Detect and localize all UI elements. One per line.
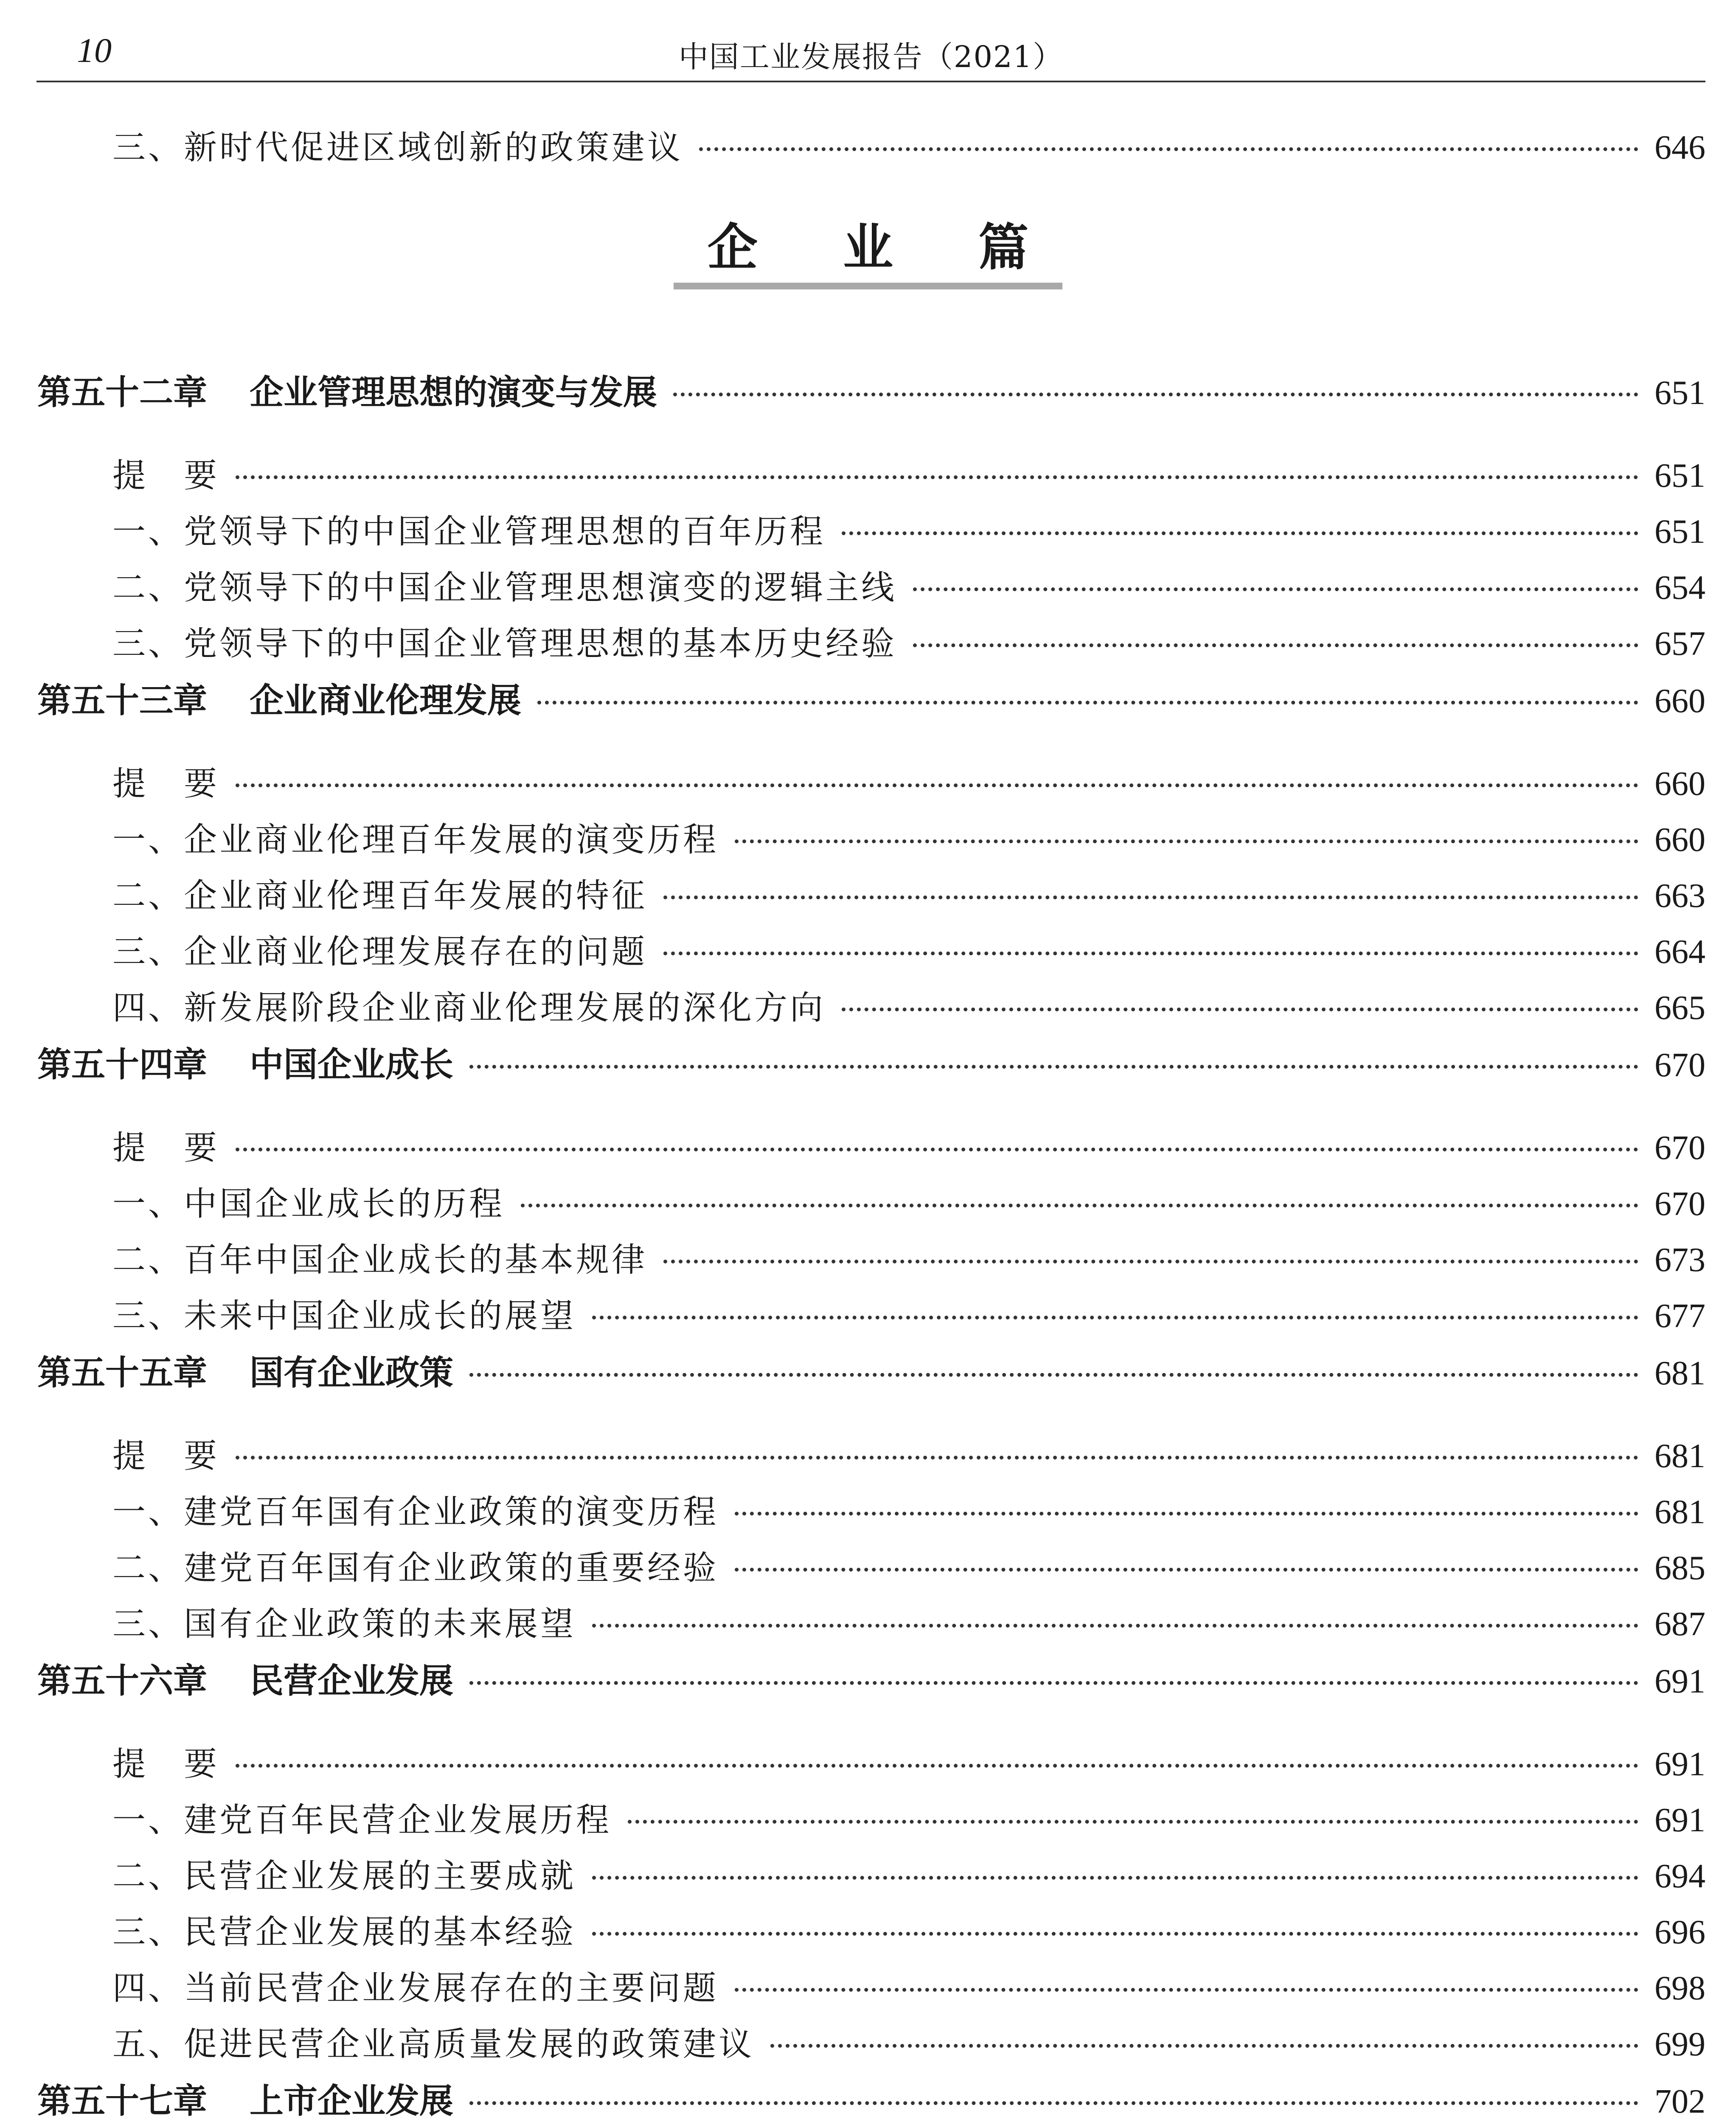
toc-section-entry[interactable] [37, 757, 1705, 813]
dot-leader [913, 587, 1638, 591]
section-entry-page: 673 [1655, 1241, 1705, 1279]
dot-leader [592, 1876, 1638, 1880]
section-entry-page: 670 [1655, 1185, 1705, 1223]
toc-section-entry[interactable] [37, 1233, 1705, 1289]
dot-leader [592, 1316, 1638, 1319]
dot-leader [236, 783, 1638, 787]
toc-chapter-label [37, 1037, 453, 1086]
chapter-title: 民营企业发展 [250, 1661, 453, 1701]
dot-leader [735, 1568, 1638, 1572]
section-entry-page: 663 [1655, 877, 1705, 915]
toc-chapter-entry[interactable] [37, 1037, 1705, 1101]
section-entry-page: 651 [1655, 513, 1705, 550]
toc-chapter [37, 673, 1705, 1037]
section-entry-title: 提 要 [112, 765, 220, 803]
section-entry-title: 提 要 [112, 1437, 220, 1475]
toc-entry-carryover[interactable] [112, 121, 1705, 177]
dot-leader [592, 1932, 1638, 1936]
toc-chapter-label [37, 1345, 453, 1394]
dot-leader [469, 1065, 1638, 1069]
section-entry-page: 691 [1655, 1802, 1705, 1839]
chapter-page: 651 [1655, 374, 1705, 412]
section-entry-page: 696 [1655, 1914, 1705, 1951]
chapter-title: 企业管理思想的演变与发展 [250, 373, 657, 412]
section-entry-title: 三、企业商业伦理发展存在的问题 [112, 933, 648, 971]
section-entry-page: 687 [1655, 1606, 1705, 1643]
toc-section-entry[interactable] [37, 1177, 1705, 1233]
dot-leader [770, 2044, 1638, 2048]
toc-chapter-entry[interactable] [37, 365, 1705, 429]
section-entry-title: 二、党领导下的中国企业管理思想演变的逻辑主线 [112, 569, 897, 607]
toc-section-entry[interactable] [37, 1289, 1705, 1345]
section-entry-title: 提 要 [112, 1745, 220, 1783]
table-of-contents [37, 365, 1705, 2122]
section-entry-page: 654 [1655, 569, 1705, 606]
toc-chapter [37, 1345, 1705, 1653]
section-entry-title: 二、建党百年国有企业政策的重要经验 [112, 1549, 719, 1587]
section-entry-page: 699 [1655, 2026, 1705, 2063]
dot-leader [913, 643, 1638, 647]
toc-section-entry[interactable] [37, 2018, 1705, 2074]
section-entry-page: 694 [1655, 1858, 1705, 1895]
section-entry-title: 二、企业商业伦理百年发展的特征 [112, 877, 648, 915]
section-entry-page: 685 [1655, 1549, 1705, 1587]
section-entry-title: 五、促进民营企业高质量发展的政策建议 [112, 2025, 755, 2063]
chapter-number: 第五十四章 [37, 1045, 207, 1084]
dot-leader [842, 531, 1638, 535]
section-entry-page: 681 [1655, 1437, 1705, 1475]
section-entry-page: 677 [1655, 1297, 1705, 1335]
section-entry-page: 665 [1655, 989, 1705, 1027]
section-entry-title: 三、国有企业政策的未来展望 [112, 1605, 576, 1643]
chapter-title: 中国企业成长 [250, 1045, 453, 1084]
section-entry-page: 691 [1655, 1746, 1705, 1783]
dot-leader [663, 952, 1638, 955]
toc-chapter-label [37, 365, 657, 414]
toc-entry-page: 646 [1655, 129, 1705, 166]
section-entry-page: 670 [1655, 1129, 1705, 1167]
toc-chapter [37, 1653, 1705, 2074]
running-header [37, 0, 1705, 82]
dot-leader [628, 1820, 1638, 1824]
dot-leader [236, 1456, 1638, 1460]
chapter-page: 702 [1655, 2083, 1705, 2120]
dot-leader [537, 701, 1638, 705]
page-number: 10 [77, 31, 112, 70]
toc-section-entry[interactable] [37, 925, 1705, 981]
chapter-number: 第五十三章 [37, 681, 207, 720]
dot-leader [673, 393, 1638, 396]
chapter-number: 第五十二章 [37, 373, 207, 412]
chapter-page: 660 [1655, 682, 1705, 720]
section-entry-title: 三、未来中国企业成长的展望 [112, 1297, 576, 1335]
toc-chapter-entry[interactable] [37, 673, 1705, 737]
chapter-number: 第五十六章 [37, 1661, 207, 1701]
toc-section-entry[interactable] [37, 1850, 1705, 1906]
dot-leader [236, 1148, 1638, 1151]
running-title: 中国工业发展报告（2021） [678, 39, 1064, 74]
dot-leader [592, 1624, 1638, 1628]
section-entry-title: 一、建党百年民营企业发展历程 [112, 1801, 612, 1839]
toc-chapter-entry[interactable] [37, 2074, 1705, 2122]
toc-section-entry[interactable] [37, 869, 1705, 925]
dot-leader [735, 1988, 1638, 1992]
section-entry-page: 657 [1655, 625, 1705, 662]
dot-leader [521, 1204, 1638, 1207]
toc-section-entry[interactable] [37, 1541, 1705, 1597]
chapter-page: 681 [1655, 1355, 1705, 1392]
section-entry-title: 一、中国企业成长的历程 [112, 1185, 505, 1223]
toc-entry-title: 三、新时代促进区域创新的政策建议 [112, 129, 683, 167]
dot-leader [469, 2101, 1638, 2105]
section-entry-page: 651 [1655, 457, 1705, 494]
section-entry-title: 一、建党百年国有企业政策的演变历程 [112, 1493, 719, 1531]
section-entry-title: 一、企业商业伦理百年发展的演变历程 [112, 821, 719, 859]
toc-section-entry[interactable] [37, 617, 1705, 673]
toc-chapter [37, 1037, 1705, 1345]
toc-chapter [37, 2074, 1705, 2122]
toc-section-entry[interactable] [37, 1121, 1705, 1177]
section-entry-title: 四、当前民营企业发展存在的主要问题 [112, 1969, 719, 2007]
section-title: 企 业 篇 [674, 207, 1062, 289]
toc-section-entry[interactable] [37, 1485, 1705, 1541]
toc-section-entry[interactable] [37, 981, 1705, 1037]
dot-leader [469, 1681, 1638, 1685]
dot-leader [236, 475, 1638, 479]
chapter-title: 国有企业政策 [250, 1353, 453, 1392]
toc-chapter-label [37, 1653, 453, 1702]
dot-leader [735, 1512, 1638, 1516]
toc-section-entry[interactable] [37, 505, 1705, 561]
toc-section-entry[interactable] [37, 1794, 1705, 1850]
chapter-page: 691 [1655, 1663, 1705, 1700]
toc-section-entry[interactable] [37, 1906, 1705, 1962]
toc-section-entry[interactable] [37, 1962, 1705, 2018]
section-entry-page: 681 [1655, 1493, 1705, 1531]
section-entry-title: 二、民营企业发展的主要成就 [112, 1857, 576, 1895]
dot-leader [236, 1764, 1638, 1768]
dot-leader [735, 839, 1638, 843]
section-entry-title: 提 要 [112, 457, 220, 495]
section-entry-page: 698 [1655, 1970, 1705, 2007]
section-entry-title: 三、党领导下的中国企业管理思想的基本历史经验 [112, 625, 897, 663]
chapter-number: 第五十五章 [37, 1353, 207, 1392]
toc-chapter-label [37, 2074, 453, 2122]
section-heading [0, 207, 1736, 289]
section-entry-title: 四、新发展阶段企业商业伦理发展的深化方向 [112, 989, 826, 1027]
dot-leader [663, 895, 1638, 899]
toc-chapter-label [37, 673, 521, 722]
toc-section-entry[interactable] [37, 1429, 1705, 1485]
section-entry-page: 664 [1655, 933, 1705, 971]
section-entry-page: 660 [1655, 765, 1705, 803]
dot-leader [469, 1373, 1638, 1377]
chapter-number: 第五十七章 [37, 2081, 207, 2121]
section-entry-title: 提 要 [112, 1129, 220, 1167]
section-entry-title: 三、民营企业发展的基本经验 [112, 1913, 576, 1951]
toc-chapter-entry[interactable] [37, 1653, 1705, 1717]
dot-leader [842, 1008, 1638, 1011]
toc-section-entry[interactable] [37, 449, 1705, 505]
section-entry-title: 二、百年中国企业成长的基本规律 [112, 1241, 648, 1279]
toc-chapter-entry[interactable] [37, 1345, 1705, 1409]
chapter-title: 上市企业发展 [250, 2081, 453, 2121]
section-entry-page: 660 [1655, 821, 1705, 859]
dot-leader [663, 1260, 1638, 1263]
toc-section-entry[interactable] [37, 1737, 1705, 1794]
chapter-page: 670 [1655, 1047, 1705, 1084]
dot-leader [699, 147, 1638, 151]
section-entry-title: 一、党领导下的中国企业管理思想的百年历程 [112, 513, 826, 551]
toc-section-entry[interactable] [37, 813, 1705, 869]
toc-section-entry[interactable] [37, 561, 1705, 617]
chapter-title: 企业商业伦理发展 [250, 681, 521, 720]
toc-section-entry[interactable] [37, 1597, 1705, 1653]
toc-chapter [37, 365, 1705, 673]
